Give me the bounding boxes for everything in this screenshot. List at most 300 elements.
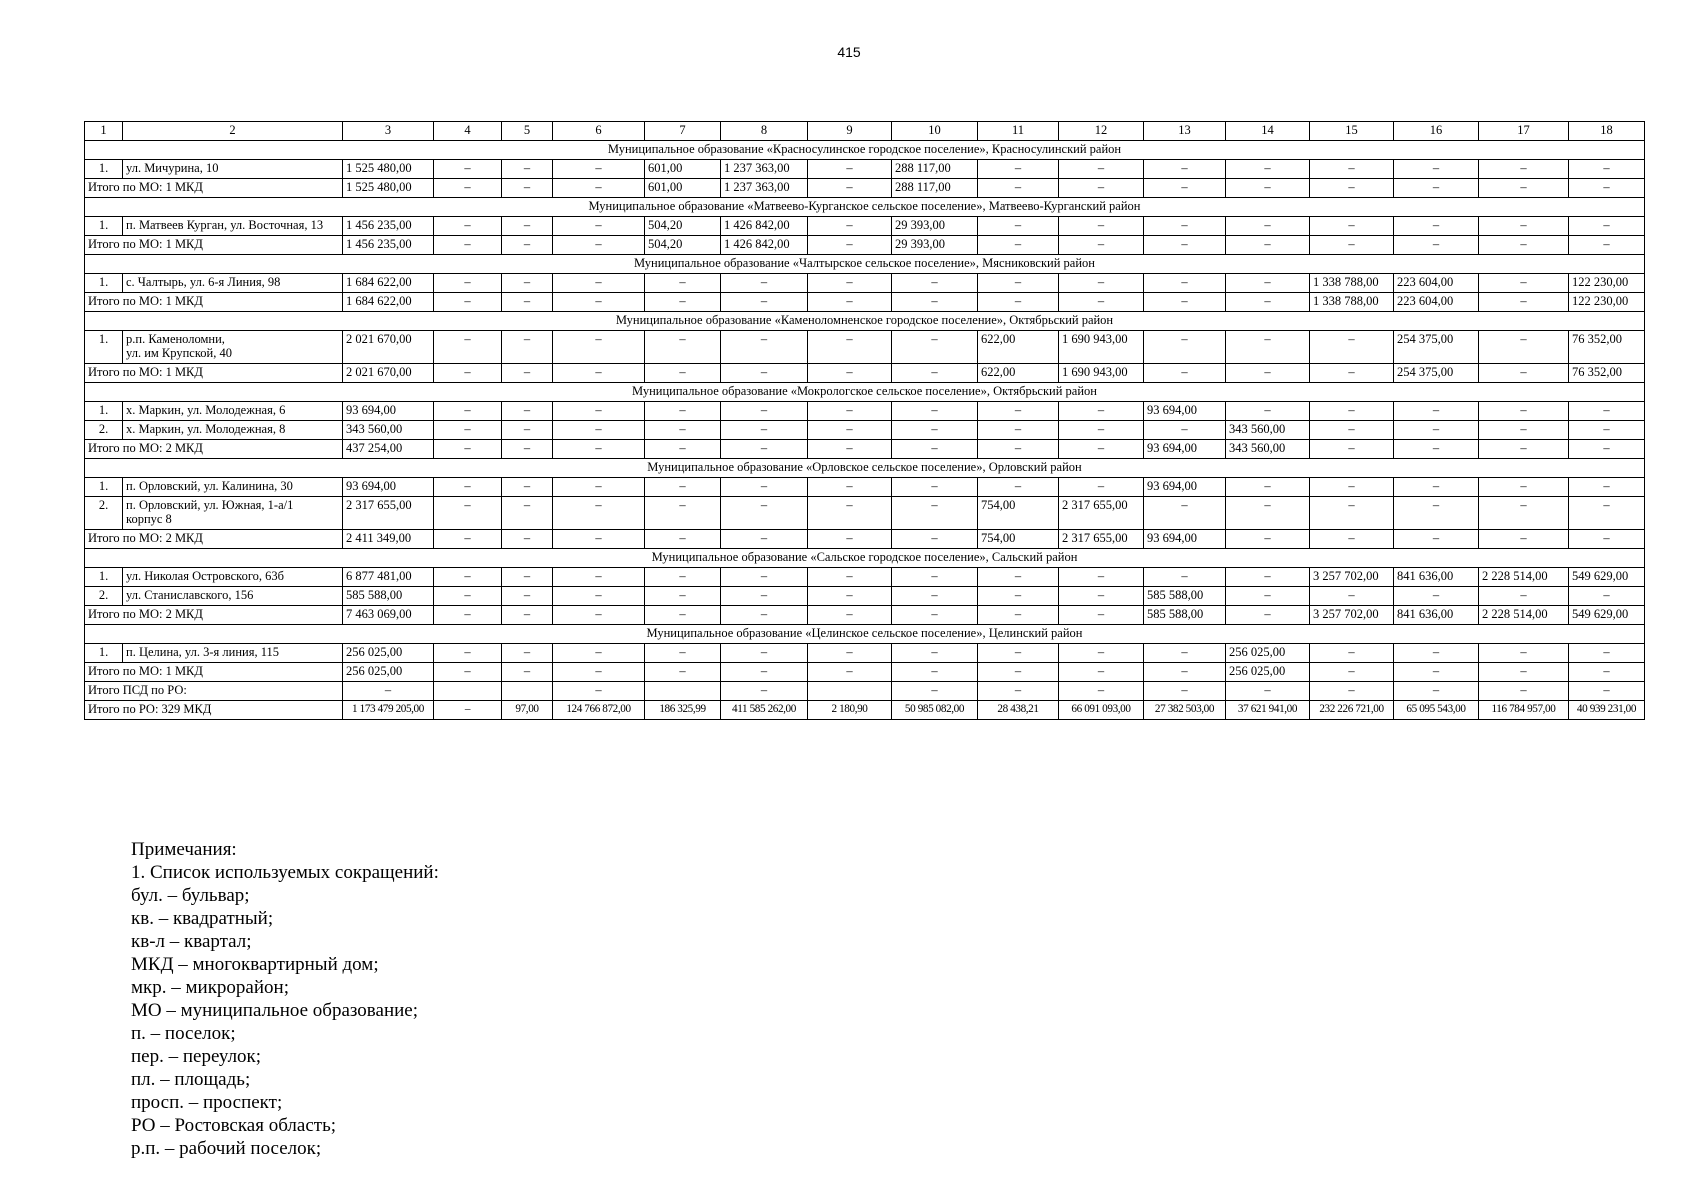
value-cell: – <box>434 293 502 312</box>
value-cell: 2 021 670,00 <box>343 331 434 364</box>
value-cell: – <box>1144 663 1226 682</box>
value-cell: – <box>553 179 645 198</box>
address-cell: с. Чалтырь, ул. 6-я Линия, 98 <box>123 274 343 293</box>
value-cell: – <box>1569 160 1645 179</box>
table-row <box>85 274 1645 293</box>
abbreviation-list <box>131 884 439 1160</box>
subtotal-row <box>85 236 1645 255</box>
value-cell: 50 985 082,00 <box>892 701 978 720</box>
value-cell: – <box>502 331 553 364</box>
value-cell: – <box>1569 497 1645 530</box>
abbreviation-item: пер. – переулок; <box>131 1046 262 1067</box>
value-cell: 124 766 872,00 <box>553 701 645 720</box>
row-number-cell: 1. <box>85 568 123 587</box>
value-cell: – <box>721 497 808 530</box>
value-cell: – <box>892 421 978 440</box>
value-cell: – <box>1310 179 1394 198</box>
value-cell: – <box>1479 478 1569 497</box>
value-cell <box>808 682 892 701</box>
value-cell: – <box>1479 364 1569 383</box>
value-cell: – <box>1394 497 1479 530</box>
value-cell: 29 393,00 <box>892 236 978 255</box>
value-cell: – <box>434 160 502 179</box>
value-cell: – <box>808 421 892 440</box>
value-cell: – <box>1479 274 1569 293</box>
value-cell: 122 230,00 <box>1569 274 1645 293</box>
value-cell: – <box>1569 682 1645 701</box>
value-cell: – <box>553 606 645 625</box>
subtotal-label: Итого по МО: 1 МКД <box>85 293 343 312</box>
value-cell: – <box>434 497 502 530</box>
value-cell: – <box>978 293 1059 312</box>
value-cell: 76 352,00 <box>1569 364 1645 383</box>
value-cell: – <box>1226 530 1310 549</box>
value-cell: – <box>808 644 892 663</box>
municipality-title: Муниципальное образование «Орловское сельское поселение», Орловский район <box>85 459 1645 478</box>
value-cell: – <box>1226 293 1310 312</box>
value-cell: – <box>1226 682 1310 701</box>
value-cell: 93 694,00 <box>1144 440 1226 459</box>
column-number-cell: 9 <box>808 122 892 141</box>
value-cell: – <box>1479 293 1569 312</box>
value-cell: – <box>1059 293 1144 312</box>
value-cell: – <box>1479 587 1569 606</box>
municipality-row <box>85 255 1645 274</box>
value-cell: – <box>892 497 978 530</box>
municipality-row <box>85 549 1645 568</box>
value-cell: – <box>808 606 892 625</box>
municipality-title: Муниципальное образование «Сальское городское поселение», Сальский район <box>85 549 1645 568</box>
value-cell: 1 338 788,00 <box>1310 293 1394 312</box>
abbreviation-item: РО – Ростовская область; <box>131 1115 337 1136</box>
value-cell: – <box>502 293 553 312</box>
value-cell: 549 629,00 <box>1569 568 1645 587</box>
value-cell: – <box>553 421 645 440</box>
value-cell: – <box>808 274 892 293</box>
column-number-cell: 6 <box>553 122 645 141</box>
value-cell: – <box>502 497 553 530</box>
table-row <box>85 421 1645 440</box>
column-number-cell: 15 <box>1310 122 1394 141</box>
value-cell: – <box>1144 568 1226 587</box>
value-cell: 37 621 941,00 <box>1226 701 1310 720</box>
value-cell: – <box>978 606 1059 625</box>
value-cell: – <box>978 440 1059 459</box>
value-cell: – <box>1569 421 1645 440</box>
column-number-cell: 13 <box>1144 122 1226 141</box>
value-cell: – <box>1310 530 1394 549</box>
value-cell: – <box>645 331 721 364</box>
value-cell: – <box>553 587 645 606</box>
value-cell: – <box>1144 236 1226 255</box>
value-cell: 2 317 655,00 <box>343 497 434 530</box>
subtotal-label: Итого по МО: 2 МКД <box>85 440 343 459</box>
value-cell: – <box>1226 478 1310 497</box>
value-cell: – <box>502 478 553 497</box>
value-cell: 93 694,00 <box>343 402 434 421</box>
value-cell: – <box>721 331 808 364</box>
value-cell: – <box>1394 217 1479 236</box>
value-cell: – <box>645 568 721 587</box>
value-cell: 93 694,00 <box>1144 402 1226 421</box>
value-cell: – <box>808 331 892 364</box>
value-cell: 2 317 655,00 <box>1059 497 1144 530</box>
value-cell: 585 588,00 <box>1144 587 1226 606</box>
value-cell: – <box>434 587 502 606</box>
value-cell: – <box>808 587 892 606</box>
value-cell: – <box>721 682 808 701</box>
value-cell: – <box>1059 440 1144 459</box>
value-cell: – <box>1059 663 1144 682</box>
region-total-row <box>85 701 1645 720</box>
value-cell: – <box>1059 160 1144 179</box>
abbreviation-item: р.п. – рабочий поселок; <box>131 1138 322 1159</box>
address-cell: х. Маркин, ул. Молодежная, 6 <box>123 402 343 421</box>
value-cell: 256 025,00 <box>1226 644 1310 663</box>
value-cell: – <box>1144 293 1226 312</box>
value-cell: – <box>892 274 978 293</box>
value-cell: – <box>1310 682 1394 701</box>
column-number-cell: 12 <box>1059 122 1144 141</box>
value-cell: – <box>808 497 892 530</box>
value-cell: – <box>892 606 978 625</box>
value-cell: – <box>553 160 645 179</box>
value-cell: – <box>978 587 1059 606</box>
value-cell: – <box>1394 402 1479 421</box>
value-cell: – <box>721 402 808 421</box>
value-cell: – <box>553 331 645 364</box>
value-cell: – <box>434 217 502 236</box>
address-cell: ул. Станиславского, 156 <box>123 587 343 606</box>
value-cell: – <box>808 293 892 312</box>
value-cell: 65 095 543,00 <box>1394 701 1479 720</box>
value-cell: – <box>721 568 808 587</box>
value-cell: – <box>892 682 978 701</box>
value-cell: – <box>434 606 502 625</box>
value-cell: – <box>978 663 1059 682</box>
value-cell: 343 560,00 <box>343 421 434 440</box>
value-cell: – <box>892 402 978 421</box>
value-cell: – <box>645 402 721 421</box>
subtotal-label: Итого по МО: 1 МКД <box>85 236 343 255</box>
value-cell: – <box>502 179 553 198</box>
value-cell: – <box>1479 217 1569 236</box>
value-cell: – <box>1310 644 1394 663</box>
value-cell: – <box>1144 217 1226 236</box>
value-cell: – <box>645 274 721 293</box>
abbreviation-item: МО – муниципальное образование; <box>131 1000 419 1021</box>
value-cell: – <box>434 663 502 682</box>
value-cell: – <box>892 587 978 606</box>
value-cell: – <box>434 701 502 720</box>
value-cell: – <box>645 530 721 549</box>
municipality-row <box>85 198 1645 217</box>
value-cell: – <box>1144 160 1226 179</box>
value-cell: 122 230,00 <box>1569 293 1645 312</box>
value-cell: – <box>1394 179 1479 198</box>
value-cell: – <box>892 364 978 383</box>
address-cell: п. Матвеев Курган, ул. Восточная, 13 <box>123 217 343 236</box>
value-cell: – <box>553 568 645 587</box>
value-cell: – <box>1479 682 1569 701</box>
value-cell: 1 237 363,00 <box>721 160 808 179</box>
value-cell: – <box>1569 179 1645 198</box>
table-row <box>85 331 1645 364</box>
value-cell: 504,20 <box>645 217 721 236</box>
value-cell: 93 694,00 <box>343 478 434 497</box>
value-cell: 232 226 721,00 <box>1310 701 1394 720</box>
municipality-title: Муниципальное образование «Чалтырское сельское поселение», Мясниковский район <box>85 255 1645 274</box>
region-total-label: Итого по РО: 329 МКД <box>85 701 343 720</box>
value-cell: – <box>1310 217 1394 236</box>
row-number-cell: 1. <box>85 160 123 179</box>
value-cell: 437 254,00 <box>343 440 434 459</box>
column-number-cell: 4 <box>434 122 502 141</box>
value-cell: 2 021 670,00 <box>343 364 434 383</box>
value-cell: – <box>1394 236 1479 255</box>
value-cell: – <box>645 644 721 663</box>
value-cell: – <box>1479 530 1569 549</box>
value-cell: 29 393,00 <box>892 217 978 236</box>
value-cell: – <box>1310 421 1394 440</box>
value-cell: – <box>434 274 502 293</box>
value-cell: 622,00 <box>978 331 1059 364</box>
value-cell: – <box>978 402 1059 421</box>
value-cell: – <box>808 160 892 179</box>
municipality-row <box>85 312 1645 331</box>
value-cell: – <box>553 217 645 236</box>
municipality-title: Муниципальное образование «Каменоломненское городское поселение», Октябрьский район <box>85 312 1645 331</box>
value-cell <box>502 682 553 701</box>
address-cell: п. Орловский, ул. Калинина, 30 <box>123 478 343 497</box>
value-cell: 223 604,00 <box>1394 274 1479 293</box>
column-number-cell: 17 <box>1479 122 1569 141</box>
value-cell: – <box>1394 421 1479 440</box>
value-cell: – <box>434 179 502 198</box>
row-number-cell: 1. <box>85 644 123 663</box>
value-cell: – <box>1144 421 1226 440</box>
value-cell: – <box>1394 478 1479 497</box>
value-cell: – <box>1310 402 1394 421</box>
value-cell: – <box>1059 644 1144 663</box>
value-cell: – <box>1394 160 1479 179</box>
value-cell: 93 694,00 <box>1144 530 1226 549</box>
value-cell: 754,00 <box>978 530 1059 549</box>
value-cell: 841 636,00 <box>1394 606 1479 625</box>
value-cell: 40 939 231,00 <box>1569 701 1645 720</box>
value-cell: – <box>808 402 892 421</box>
value-cell: 1 338 788,00 <box>1310 274 1394 293</box>
value-cell: – <box>721 606 808 625</box>
address-cell: ул. Николая Островского, 63б <box>123 568 343 587</box>
value-cell: – <box>1059 478 1144 497</box>
value-cell: – <box>808 440 892 459</box>
table-row <box>85 497 1645 530</box>
value-cell: – <box>1310 364 1394 383</box>
value-cell: – <box>553 440 645 459</box>
value-cell: 841 636,00 <box>1394 568 1479 587</box>
value-cell: – <box>721 644 808 663</box>
value-cell <box>434 682 502 701</box>
municipality-row <box>85 383 1645 402</box>
value-cell: – <box>1310 587 1394 606</box>
value-cell: – <box>1310 331 1394 364</box>
subtotal-row <box>85 663 1645 682</box>
subtotal-row <box>85 293 1645 312</box>
column-number-cell: 10 <box>892 122 978 141</box>
value-cell: – <box>892 478 978 497</box>
value-cell: – <box>1226 274 1310 293</box>
value-cell: – <box>645 293 721 312</box>
value-cell: – <box>892 293 978 312</box>
row-number-cell: 1. <box>85 274 123 293</box>
value-cell: 256 025,00 <box>1226 663 1310 682</box>
value-cell: – <box>1226 364 1310 383</box>
value-cell: – <box>1226 179 1310 198</box>
value-cell: 116 784 957,00 <box>1479 701 1569 720</box>
value-cell: – <box>1144 682 1226 701</box>
column-number-cell: 2 <box>123 122 343 141</box>
page-number: 415 <box>837 44 861 60</box>
value-cell: – <box>978 644 1059 663</box>
value-cell: 549 629,00 <box>1569 606 1645 625</box>
value-cell: – <box>978 682 1059 701</box>
psd-total-label: Итого ПСД по РО: <box>85 682 343 701</box>
value-cell: – <box>502 160 553 179</box>
value-cell: – <box>892 440 978 459</box>
value-cell: – <box>434 644 502 663</box>
notes-item-1: 1. Список используемых сокращений: <box>131 862 439 883</box>
value-cell: – <box>1479 421 1569 440</box>
value-cell: 223 604,00 <box>1394 293 1479 312</box>
column-number-cell: 14 <box>1226 122 1310 141</box>
value-cell: – <box>645 587 721 606</box>
value-cell: 66 091 093,00 <box>1059 701 1144 720</box>
value-cell: – <box>978 478 1059 497</box>
value-cell: – <box>1310 160 1394 179</box>
table-row <box>85 644 1645 663</box>
value-cell: – <box>1226 402 1310 421</box>
value-cell: – <box>978 421 1059 440</box>
value-cell: – <box>1226 606 1310 625</box>
value-cell: – <box>1144 364 1226 383</box>
value-cell: – <box>434 402 502 421</box>
value-cell: 6 877 481,00 <box>343 568 434 587</box>
value-cell: – <box>808 364 892 383</box>
column-number-cell: 8 <box>721 122 808 141</box>
value-cell: 76 352,00 <box>1569 331 1645 364</box>
column-number-cell: 7 <box>645 122 721 141</box>
municipality-row <box>85 625 1645 644</box>
value-cell: – <box>645 478 721 497</box>
value-cell: – <box>721 663 808 682</box>
value-cell: – <box>1394 682 1479 701</box>
value-cell <box>645 682 721 701</box>
value-cell: – <box>1479 440 1569 459</box>
value-cell: – <box>645 606 721 625</box>
value-cell: 504,20 <box>645 236 721 255</box>
value-cell: – <box>553 644 645 663</box>
column-number-cell: 18 <box>1569 122 1645 141</box>
value-cell: 411 585 262,00 <box>721 701 808 720</box>
value-cell: 28 438,21 <box>978 701 1059 720</box>
value-cell: 601,00 <box>645 160 721 179</box>
subtotal-row <box>85 179 1645 198</box>
value-cell: 2 180,90 <box>808 701 892 720</box>
row-number-cell: 2. <box>85 421 123 440</box>
row-number-cell: 1. <box>85 331 123 364</box>
value-cell: 254 375,00 <box>1394 364 1479 383</box>
value-cell: 1 684 622,00 <box>343 293 434 312</box>
value-cell: – <box>502 274 553 293</box>
value-cell: 254 375,00 <box>1394 331 1479 364</box>
abbreviation-item: бул. – бульвар; <box>131 885 250 906</box>
value-cell: – <box>553 478 645 497</box>
value-cell: 7 463 069,00 <box>343 606 434 625</box>
subtotal-label: Итого по МО: 2 МКД <box>85 606 343 625</box>
value-cell: – <box>1569 478 1645 497</box>
value-cell: – <box>1144 331 1226 364</box>
table-row <box>85 568 1645 587</box>
value-cell: – <box>1394 663 1479 682</box>
value-cell: 256 025,00 <box>343 663 434 682</box>
value-cell: – <box>434 440 502 459</box>
address-cell: п. Орловский, ул. Южная, 1-а/1 корпус 8 <box>123 497 343 530</box>
value-cell: 585 588,00 <box>343 587 434 606</box>
row-number-cell: 2. <box>85 587 123 606</box>
value-cell: – <box>1569 236 1645 255</box>
value-cell: – <box>1569 402 1645 421</box>
value-cell: – <box>1059 217 1144 236</box>
value-cell: – <box>434 364 502 383</box>
row-number-cell: 1. <box>85 478 123 497</box>
value-cell: – <box>1479 236 1569 255</box>
value-cell: 1 690 943,00 <box>1059 364 1144 383</box>
value-cell: 1 456 235,00 <box>343 236 434 255</box>
value-cell: – <box>892 530 978 549</box>
value-cell: – <box>978 274 1059 293</box>
value-cell: 186 325,99 <box>645 701 721 720</box>
subtotal-row <box>85 606 1645 625</box>
value-cell: 343 560,00 <box>1226 421 1310 440</box>
value-cell: – <box>553 663 645 682</box>
value-cell: 1 426 842,00 <box>721 236 808 255</box>
value-cell: – <box>1226 331 1310 364</box>
municipality-title: Муниципальное образование «Красносулинское городское поселение», Красносулинский район <box>85 141 1645 160</box>
value-cell: – <box>502 402 553 421</box>
value-cell: 3 257 702,00 <box>1310 606 1394 625</box>
value-cell: – <box>502 587 553 606</box>
data-table <box>84 121 1645 720</box>
value-cell: 2 228 514,00 <box>1479 606 1569 625</box>
value-cell: 585 588,00 <box>1144 606 1226 625</box>
notes <box>131 838 439 1160</box>
value-cell: 256 025,00 <box>343 644 434 663</box>
value-cell: – <box>502 440 553 459</box>
value-cell: – <box>978 217 1059 236</box>
value-cell: – <box>645 364 721 383</box>
value-cell: – <box>1059 421 1144 440</box>
value-cell: 3 257 702,00 <box>1310 568 1394 587</box>
column-number-cell: 16 <box>1394 122 1479 141</box>
value-cell: – <box>1310 440 1394 459</box>
value-cell: – <box>553 236 645 255</box>
value-cell: – <box>1479 663 1569 682</box>
value-cell: – <box>978 236 1059 255</box>
value-cell: – <box>721 421 808 440</box>
value-cell: – <box>343 682 434 701</box>
value-cell: – <box>1059 587 1144 606</box>
